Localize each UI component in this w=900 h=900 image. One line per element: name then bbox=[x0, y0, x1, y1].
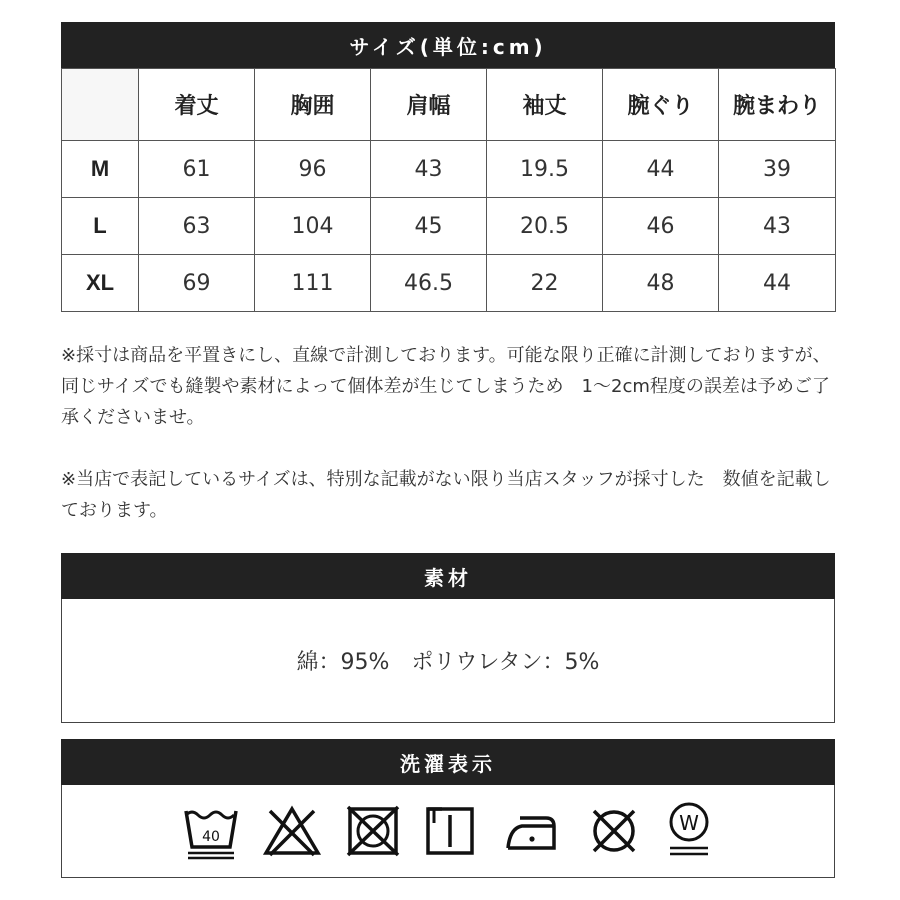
table-cell: 45 bbox=[371, 198, 487, 255]
column-header: 腕ぐり bbox=[603, 69, 719, 141]
row-size-label: M bbox=[62, 141, 139, 198]
table-cell: 111 bbox=[255, 255, 371, 312]
column-header: 肩幅 bbox=[371, 69, 487, 141]
column-header: 着丈 bbox=[139, 69, 255, 141]
wash-temp-label: 40 bbox=[202, 829, 220, 845]
table-cell: 19.5 bbox=[487, 141, 603, 198]
table-cell: 46.5 bbox=[371, 255, 487, 312]
care-icons-box bbox=[61, 785, 835, 878]
line-dry-icon bbox=[424, 803, 476, 859]
table-cell: 44 bbox=[719, 255, 836, 312]
material-section-header bbox=[61, 553, 835, 599]
column-header: 袖丈 bbox=[487, 69, 603, 141]
size-table bbox=[61, 68, 836, 312]
column-header: 胸囲 bbox=[255, 69, 371, 141]
table-cell: 20.5 bbox=[487, 198, 603, 255]
no-tumble-dry-icon bbox=[344, 803, 402, 859]
note-paragraph: ※採寸は商品を平置きにし、直線で計測しております。可能な限り正確に計測しておりますが、同じサイズでも縫製や素材によって個体差が生じてしまうため 1〜2cm程度の誤差は予めご了承くださいませ。 bbox=[61, 345, 831, 428]
table-cell: 39 bbox=[719, 141, 836, 198]
care-icons-row bbox=[62, 785, 834, 877]
table-cell: 44 bbox=[603, 141, 719, 198]
row-size-label: XL bbox=[62, 255, 139, 312]
iron-low-icon bbox=[498, 806, 564, 856]
table-cell: 43 bbox=[371, 141, 487, 198]
table-cell: 22 bbox=[487, 255, 603, 312]
care-section-title: 洗濯表示 bbox=[400, 751, 496, 776]
wet-clean-label: W bbox=[679, 811, 699, 835]
wash-40-icon bbox=[182, 801, 240, 861]
material-box bbox=[61, 599, 835, 723]
table-row bbox=[62, 198, 836, 255]
size-table-header-row bbox=[62, 69, 836, 141]
material-section-title: 素材 bbox=[424, 565, 472, 590]
measurement-notes bbox=[61, 340, 841, 526]
table-cell: 96 bbox=[255, 141, 371, 198]
table-cell: 46 bbox=[603, 198, 719, 255]
table-cell: 43 bbox=[719, 198, 836, 255]
table-corner-cell bbox=[62, 69, 139, 141]
row-size-label: L bbox=[62, 198, 139, 255]
column-header: 腕まわり bbox=[719, 69, 836, 141]
no-bleach-icon bbox=[262, 803, 322, 859]
material-text: 綿：95% ポリウレタン：5% bbox=[296, 650, 600, 675]
table-row bbox=[62, 255, 836, 312]
table-cell: 61 bbox=[139, 141, 255, 198]
table-row bbox=[62, 141, 836, 198]
wet-clean-icon bbox=[664, 800, 714, 862]
size-section-title: サイズ(単位:cm) bbox=[349, 34, 547, 59]
table-cell: 104 bbox=[255, 198, 371, 255]
care-section-header bbox=[61, 739, 835, 785]
table-cell: 63 bbox=[139, 198, 255, 255]
size-section-header bbox=[61, 22, 835, 68]
table-cell: 69 bbox=[139, 255, 255, 312]
table-cell: 48 bbox=[603, 255, 719, 312]
note-paragraph: ※当店で表記しているサイズは、特別な記載がない限り当店スタッフが採寸した 数値を記載しております。 bbox=[61, 469, 831, 521]
no-dry-clean-icon bbox=[586, 803, 642, 859]
